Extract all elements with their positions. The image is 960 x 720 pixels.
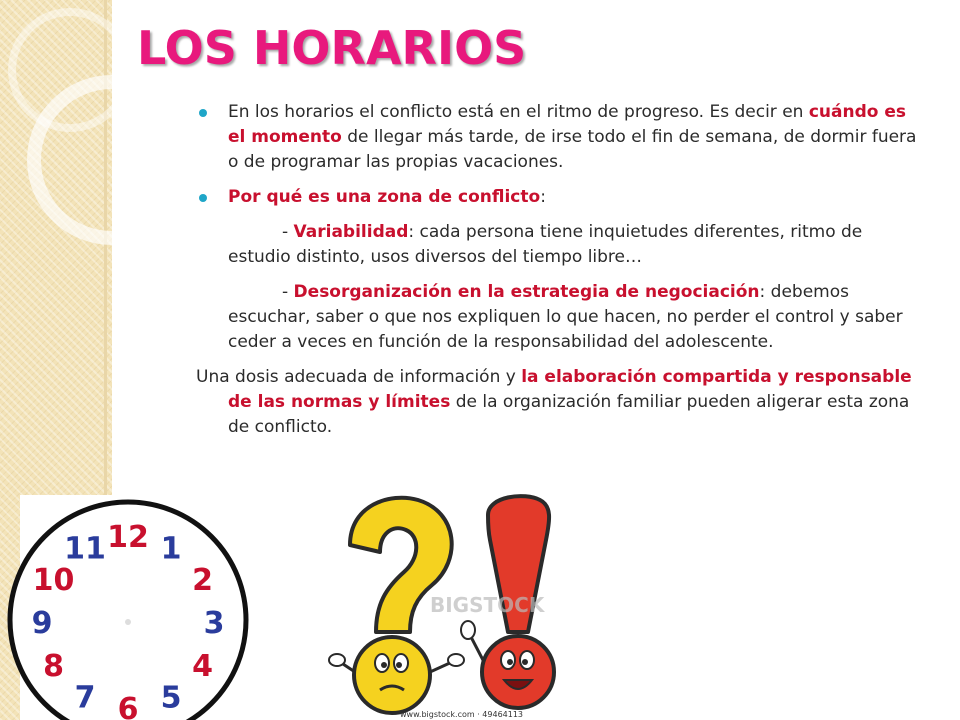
clock-image — [10, 495, 320, 720]
slide-title: LOS HORARIOS — [137, 21, 527, 75]
highlight-text: Por qué es una zona de conflicto — [228, 187, 541, 207]
item-text: : debemos escuchar, saber o que nos expliquen lo que hacen, no perder el control y saber ceder a veces en función de la responsabilidad del adolescente. — [228, 282, 903, 352]
paragraph-text: de llegar más tarde, de irse todo el fin de semana, de dormir fuera o de programar las propias vacaciones. — [228, 127, 917, 172]
clock-number: 2 — [192, 563, 213, 598]
clock-number: 10 — [32, 563, 75, 598]
paragraph-text: En los horarios el conflicto está en el ritmo de progreso. Es decir en — [228, 102, 809, 122]
clock-number: 11 — [64, 531, 106, 567]
highlight-text: Variabilidad — [293, 222, 409, 242]
clock-center — [125, 619, 131, 625]
clock-number: 12 — [107, 520, 149, 555]
clock-number: 6 — [117, 692, 139, 720]
paragraph-text: Una dosis adecuada de información y — [196, 367, 522, 387]
clock-number: 1 — [160, 531, 182, 567]
exclamation-face — [482, 636, 554, 708]
highlight-text: Desorganización en la estrategia de negociación — [293, 282, 760, 302]
clock-number: 9 — [31, 606, 53, 641]
item-text: : cada persona tiene inquietudes diferentes, ritmo de estudio distinto, usos diversos del tiempo libre… — [228, 222, 863, 267]
question-face — [354, 637, 430, 713]
clock-number: 5 — [160, 680, 182, 716]
item-prefix: - — [282, 282, 294, 302]
highlight-text: cuándo es el momento — [228, 102, 907, 147]
highlight-text: la elaboración compartida y responsable de las normas y límites — [228, 367, 912, 412]
clock-number: 3 — [203, 606, 225, 641]
watermark-text: BIGSTOCK — [430, 593, 545, 617]
item-prefix: - — [282, 222, 294, 242]
question-exclamation-image — [329, 495, 585, 720]
image-credit: www.bigstock.com · 49464113 — [400, 710, 524, 719]
paragraph-text: : — [540, 187, 546, 207]
clock-number: 8 — [43, 649, 64, 684]
clock-number: 4 — [192, 649, 213, 684]
paragraph-text: de la organización familiar pueden aligerar esta zona de conflicto. — [228, 392, 910, 437]
clock-number: 7 — [74, 680, 96, 716]
